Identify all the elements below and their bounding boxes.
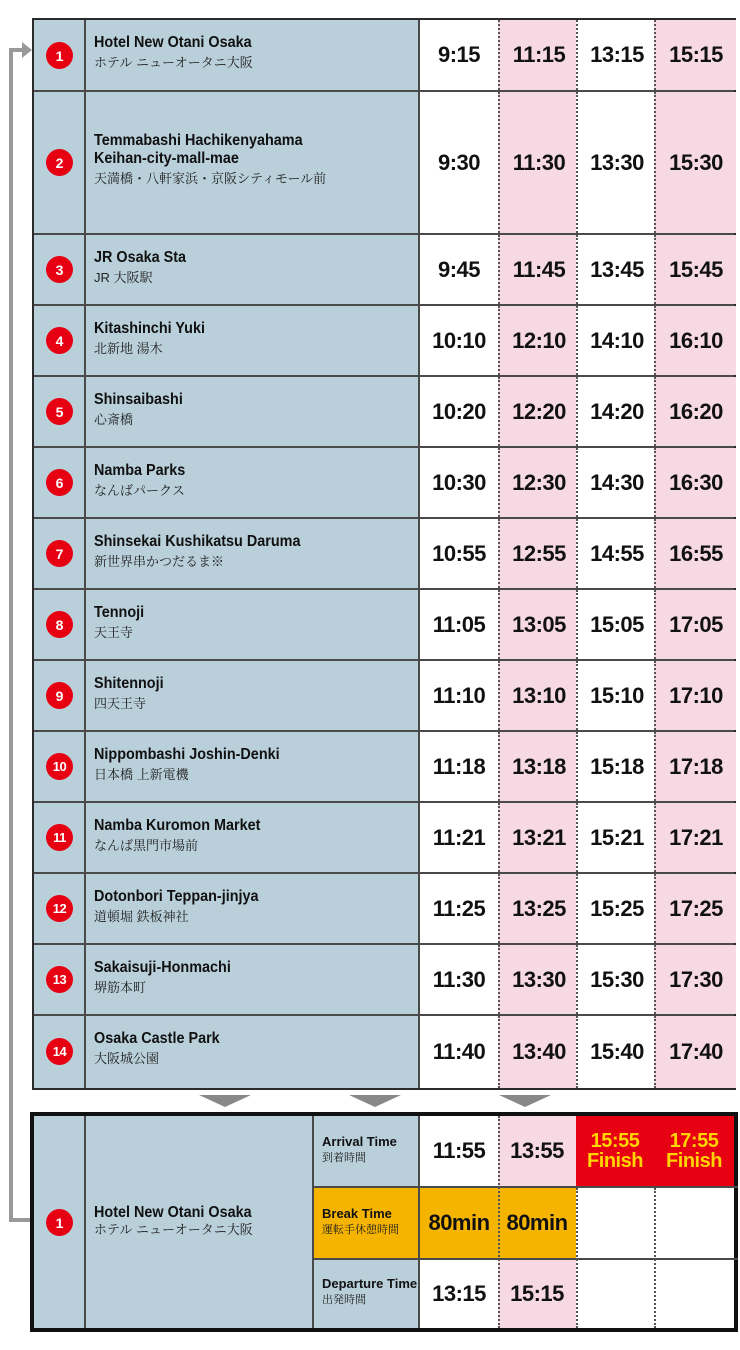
stop-name-cell [86, 1016, 420, 1088]
departure-time-cell: 10:30 [420, 448, 498, 517]
stop-name-ja: 日本橋 上新電機 [94, 767, 189, 782]
departure-time-cell: 11:25 [420, 874, 498, 943]
departure-time-cell: 17:30 [654, 945, 736, 1014]
stop-row [34, 590, 734, 661]
departure-time-cell: 17:18 [654, 732, 736, 801]
departure-time-cell: 10:10 [420, 306, 498, 375]
departure-time-cell: 11:18 [420, 732, 498, 801]
departure-time-cell: 16:30 [654, 448, 736, 517]
stop-name-ja: 道頓堀 鉄板神社 [94, 909, 189, 924]
stop-number-badge: 13 [46, 966, 73, 993]
stop-number-cell [34, 732, 86, 801]
finish-time-2: 17:55 [669, 1130, 719, 1152]
stop-name-en: Temmabashi Hachikenyahama [94, 132, 303, 149]
stop-number-badge: 9 [46, 682, 73, 709]
departure-time-cell: 16:10 [654, 306, 736, 375]
stop-name-ja: JR 大阪駅 [94, 270, 153, 285]
stop-number-cell [34, 1016, 86, 1088]
stop-row [34, 874, 734, 945]
departure-time-cell: 16:55 [654, 519, 736, 588]
stop-number-cell [34, 661, 86, 730]
departure-time-cell: 15:30 [654, 92, 736, 233]
column-divider [654, 1188, 656, 1328]
departure-time-cell: 17:40 [654, 1016, 736, 1088]
departure-time-cell: 12:55 [498, 519, 578, 588]
departure-time-cell: 9:45 [420, 235, 498, 304]
departure-time-cell: 12:10 [498, 306, 578, 375]
break-label-ja: 運転手休憩時間 [322, 1224, 399, 1236]
departure-time-cell: 15:21 [576, 803, 656, 872]
departure-time-cell: 11:30 [498, 92, 578, 233]
stop-name-ja: なんばパークス [94, 483, 185, 498]
stop-name-ja: なんば黒門市場前 [94, 838, 199, 853]
return-arrow-head-icon [22, 42, 32, 58]
departure-time-2: 15:15 [498, 1260, 576, 1328]
departure-time-cell: 15:40 [576, 1016, 656, 1088]
stop-number-cell [34, 590, 86, 659]
stop-name-ja: 心斎橋 [94, 412, 134, 427]
stop-row [34, 448, 734, 519]
departure-time-cell: 12:30 [498, 448, 578, 517]
stop-number-cell [34, 377, 86, 446]
stop-number-badge: 11 [46, 824, 73, 851]
departure-time-cell: 13:30 [576, 92, 656, 233]
stop-name-en: Shinsaibashi [94, 391, 183, 408]
stop-name-en: Hotel New Otani Osaka [94, 34, 252, 51]
departure-time-cell: 11:10 [420, 661, 498, 730]
stop-name-cell [86, 235, 420, 304]
arrival-time-2: 13:55 [498, 1116, 576, 1186]
timetable [32, 18, 736, 1090]
departure-time-cell: 11:15 [498, 20, 578, 90]
finish-cell-2 [654, 1116, 734, 1186]
break-time-2: 80min [498, 1188, 576, 1258]
stop-name-cell [86, 661, 420, 730]
departure-time-cell: 10:20 [420, 377, 498, 446]
departure-time-cell: 11:21 [420, 803, 498, 872]
stop-number-cell [34, 235, 86, 304]
stop-name-cell [86, 732, 420, 801]
arrival-label-en: Arrival Time [322, 1134, 397, 1149]
departure-time-cell: 13:30 [498, 945, 578, 1014]
departure-time-cell: 9:30 [420, 92, 498, 233]
stop-number-badge: 7 [46, 540, 73, 567]
stop-number-badge: 3 [46, 256, 73, 283]
stop-name-cell [86, 377, 420, 446]
stop-number-cell [34, 803, 86, 872]
stop-name-cell [86, 448, 420, 517]
finish-label: Finish [587, 1150, 643, 1172]
stop-number-badge: 2 [46, 149, 73, 176]
stop-number-cell [34, 306, 86, 375]
stop-name-ja: 北新地 湯木 [94, 341, 163, 356]
departure-time-cell: 11:30 [420, 945, 498, 1014]
departure-time-cell: 11:05 [420, 590, 498, 659]
departure-time-cell: 13:21 [498, 803, 578, 872]
stop-row [34, 945, 734, 1016]
stop-name-cell [86, 20, 420, 90]
stop-name-en: Kitashinchi Yuki [94, 320, 205, 337]
final-name-cell [86, 1116, 314, 1328]
stop-row [34, 20, 734, 92]
departure-time-cell: 17:25 [654, 874, 736, 943]
down-arrow-icon [199, 1095, 251, 1107]
down-arrow-icon [349, 1095, 401, 1107]
stop-row [34, 1016, 734, 1088]
departure-time-cell: 13:40 [498, 1016, 578, 1088]
departure-time-cell: 17:10 [654, 661, 736, 730]
stop-name-en: Shitennoji [94, 675, 164, 692]
departure-label-ja: 出発時間 [322, 1294, 366, 1306]
down-arrow-icon [499, 1095, 551, 1107]
stop-number-cell [34, 92, 86, 233]
column-divider [498, 1116, 500, 1328]
stop-number-badge: 6 [46, 469, 73, 496]
stop-number-badge: 1 [46, 42, 73, 69]
stop-name-en: Osaka Castle Park [94, 1030, 220, 1047]
stop-name-en: Tennoji [94, 604, 145, 621]
departure-time-cell: 15:45 [654, 235, 736, 304]
departure-time-cell: 13:10 [498, 661, 578, 730]
stop-name-ja: 四天王寺 [94, 696, 147, 711]
stop-name-en: Namba Kuromon Market [94, 817, 261, 834]
break-time-label [314, 1188, 420, 1258]
departure-time-cell: 15:30 [576, 945, 656, 1014]
departure-time-cell: 13:05 [498, 590, 578, 659]
stop-number-badge: 12 [46, 895, 73, 922]
stop-number-badge: 5 [46, 398, 73, 425]
departure-time-cell: 17:05 [654, 590, 736, 659]
stop-name-en: Dotonbori Teppan-jinjya [94, 888, 259, 905]
stop-name-cell [86, 803, 420, 872]
departure-time-cell: 13:15 [576, 20, 656, 90]
departure-time-cell: 15:05 [576, 590, 656, 659]
stop-number-badge: 14 [46, 1038, 73, 1065]
stop-name-en: Namba Parks [94, 462, 186, 479]
break-label-en: Break Time [322, 1206, 392, 1221]
return-arrow-line-vertical [9, 50, 13, 1220]
stop-number-cell [34, 448, 86, 517]
departure-time-cell: 16:20 [654, 377, 736, 446]
final-number-cell [34, 1116, 86, 1328]
stop-number-badge: 1 [46, 1209, 73, 1236]
stop-name-ja: 天王寺 [94, 625, 134, 640]
departure-time-cell: 15:25 [576, 874, 656, 943]
stop-name-ja: ホテル ニューオータニ大阪 [94, 1222, 253, 1237]
stop-row [34, 732, 734, 803]
stop-name-en: Shinsekai Kushikatsu Daruma [94, 533, 301, 550]
arrival-time-1: 11:55 [432, 1138, 486, 1163]
departure-time-cell: 13:18 [498, 732, 578, 801]
stop-number-cell [34, 874, 86, 943]
departure-time-cell: 13:45 [576, 235, 656, 304]
stop-name-ja: 堺筋本町 [94, 980, 147, 995]
departure-time-cell: 12:20 [498, 377, 578, 446]
arrival-label-ja: 到着時間 [322, 1152, 366, 1164]
stop-row [34, 235, 734, 306]
stop-number-badge: 10 [46, 753, 73, 780]
stop-row [34, 519, 734, 590]
departure-time-cell: 15:10 [576, 661, 656, 730]
departure-time-cell: 14:10 [576, 306, 656, 375]
departure-time-label [314, 1260, 420, 1328]
stop-name-en: Hotel New Otani Osaka [94, 1204, 252, 1221]
stop-number-badge: 4 [46, 327, 73, 354]
departure-time-cell: 11:40 [420, 1016, 498, 1088]
stop-name-en-line2: Keihan-city-mall-mae [94, 150, 239, 167]
stop-name-cell [86, 590, 420, 659]
final-stop-table [30, 1112, 738, 1332]
stop-row [34, 377, 734, 448]
stop-name-en: Sakaisuji-Honmachi [94, 959, 231, 976]
departure-time-cell: 9:15 [420, 20, 498, 90]
departure-time-cell: 14:55 [576, 519, 656, 588]
stop-number-cell [34, 945, 86, 1014]
stop-number-cell [34, 519, 86, 588]
departure-time-cell: 14:30 [576, 448, 656, 517]
stop-name-cell [86, 306, 420, 375]
departure-time-cell: 15:18 [576, 732, 656, 801]
departure-time-cell: 14:20 [576, 377, 656, 446]
stop-number-badge: 8 [46, 611, 73, 638]
departure-time-cell: 17:21 [654, 803, 736, 872]
stop-name-en: JR Osaka Sta [94, 249, 187, 266]
stop-row [34, 803, 734, 874]
stop-row [34, 306, 734, 377]
stop-name-ja: 新世界串かつだるま※ [94, 554, 225, 569]
departure-time-cell: 10:55 [420, 519, 498, 588]
departure-time-cell: 11:45 [498, 235, 578, 304]
departure-label-en: Departure Time [322, 1276, 418, 1291]
arrival-time-label [314, 1116, 420, 1186]
column-divider [576, 1188, 578, 1328]
stop-name-cell [86, 874, 420, 943]
stop-name-ja: ホテル ニューオータニ大阪 [94, 55, 253, 70]
finish-time-1: 15:55 [590, 1130, 640, 1152]
stop-name-ja: 大阪城公園 [94, 1051, 160, 1066]
stop-number-cell [34, 20, 86, 90]
finish-label: Finish [666, 1150, 722, 1172]
stop-name-cell [86, 945, 420, 1014]
break-time-1: 80min [420, 1188, 498, 1258]
stop-name-ja: 天満橋・八軒家浜・京阪シティモール前 [94, 171, 327, 186]
departure-time-1: 13:15 [432, 1281, 486, 1306]
stop-row [34, 92, 734, 235]
stop-name-cell [86, 519, 420, 588]
departure-time-cell: 13:25 [498, 874, 578, 943]
departure-time-cell: 15:15 [654, 20, 736, 90]
stop-name-cell [86, 92, 420, 233]
finish-cell-1 [576, 1116, 654, 1186]
stop-row [34, 661, 734, 732]
stop-name-en: Nippombashi Joshin-Denki [94, 746, 280, 763]
